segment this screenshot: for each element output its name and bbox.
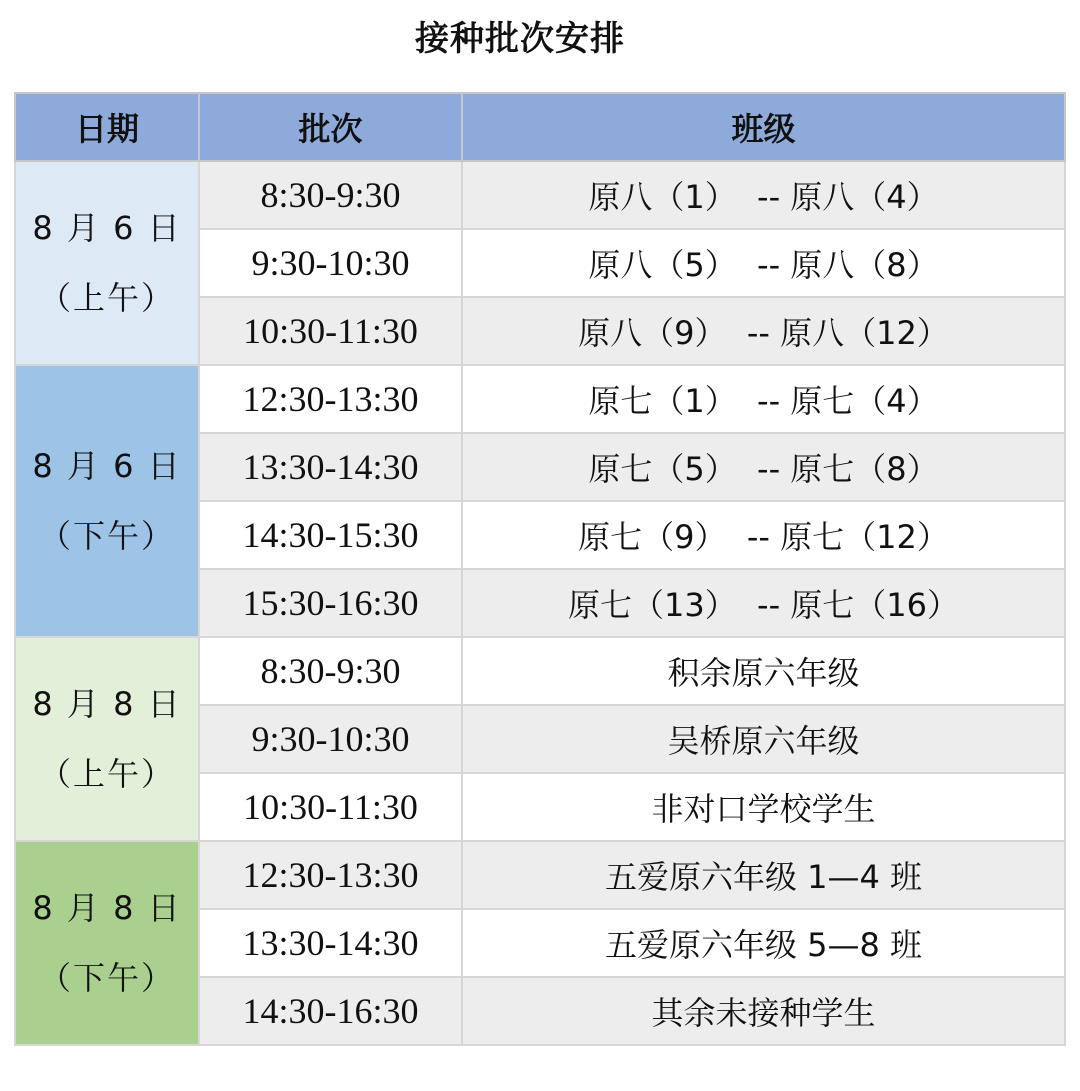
- batch-time: 13:30-14:30: [199, 433, 462, 501]
- class-name: 其余未接种学生: [462, 977, 1065, 1045]
- period-label: （上午）: [38, 755, 175, 793]
- header-date: 日期: [15, 93, 199, 161]
- date-cell: [15, 637, 199, 841]
- batch-time: 9:30-10:30: [199, 705, 462, 773]
- date-label: 8 月 6 日: [32, 447, 182, 485]
- date-label: 8 月 6 日: [32, 209, 182, 247]
- date-label: 8 月 8 日: [32, 685, 182, 723]
- class-name: 积余原六年级: [462, 637, 1065, 705]
- date-cell: [15, 161, 199, 365]
- date-label: 8 月 8 日: [32, 889, 182, 927]
- header-batch: 批次: [199, 93, 462, 161]
- batch-time: 10:30-11:30: [199, 773, 462, 841]
- date-cell: [15, 365, 199, 637]
- batch-time: 12:30-13:30: [199, 365, 462, 433]
- class-range: 原七（5） -- 原七（8）: [462, 433, 1065, 501]
- batch-time: 8:30-9:30: [199, 637, 462, 705]
- batch-time: 12:30-13:30: [199, 841, 462, 909]
- schedule-table: [14, 92, 1066, 1046]
- class-range: 原八（1） -- 原八（4）: [462, 161, 1065, 229]
- table-row: [15, 637, 1065, 705]
- batch-time: 15:30-16:30: [199, 569, 462, 637]
- class-name: 五爱原六年级 5—8 班: [462, 909, 1065, 977]
- class-range: 原八（5） -- 原八（8）: [462, 229, 1065, 297]
- batch-time: 8:30-9:30: [199, 161, 462, 229]
- header-class: 班级: [462, 93, 1065, 161]
- table-row: [15, 841, 1065, 909]
- batch-time: 9:30-10:30: [199, 229, 462, 297]
- batch-time: 13:30-14:30: [199, 909, 462, 977]
- batch-time: 10:30-11:30: [199, 297, 462, 365]
- page-title: 接种批次安排: [415, 19, 625, 59]
- class-range: 原七（9） -- 原七（12）: [462, 501, 1065, 569]
- table-row: [15, 161, 1065, 229]
- table-row: [15, 365, 1065, 433]
- period-label: （下午）: [38, 517, 175, 555]
- class-range: 原八（9） -- 原八（12）: [462, 297, 1065, 365]
- class-name: 吴桥原六年级: [462, 705, 1065, 773]
- class-name: 五爱原六年级 1—4 班: [462, 841, 1065, 909]
- period-label: （下午）: [38, 959, 175, 997]
- class-name: 非对口学校学生: [462, 773, 1065, 841]
- class-range: 原七（13） -- 原七（16）: [462, 569, 1065, 637]
- class-range: 原七（1） -- 原七（4）: [462, 365, 1065, 433]
- period-label: （上午）: [38, 279, 175, 317]
- batch-time: 14:30-16:30: [199, 977, 462, 1045]
- batch-time: 14:30-15:30: [199, 501, 462, 569]
- date-cell: [15, 841, 199, 1045]
- table-header-row: [15, 93, 1065, 161]
